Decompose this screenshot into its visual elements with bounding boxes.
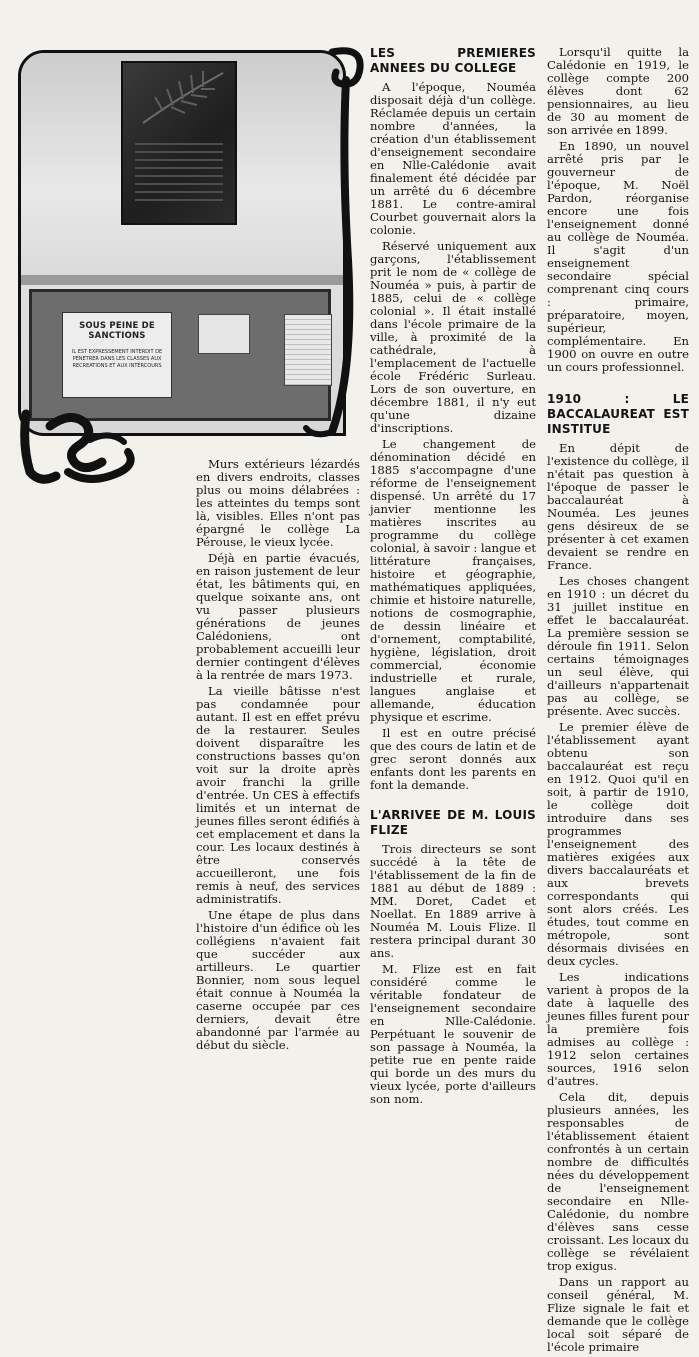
posted-notice (198, 314, 250, 354)
column2-paragraph: Le changement de dénomination décidé en 1885 s'accompagne d'une réforme de l'enseignement dispensé. Un arrêté du 17 janvier mentionne les matières inscrites au programme du collège colonial, à savoir : langue et littérature françaises, histoire et géographie, mathématiques appliquées, chimie et histoire naturelle, notions de cosmographie, de dessin linéaire et d'ornement, comptabilité, hygiène, législation, droit commercial, économie industrielle et rurale, langues anglaise et allemande, éducation physique et escrime. (370, 437, 536, 724)
column2-paragraph: M. Flize est en fait considéré comme le véritable fondateur de l'enseignement secondaire en Nlle-Calédonie. Perpétuant le souvenir de son passage à Nouméa, la petite rue en pente raide qui borde un des murs du vieux lycée, porte d'ailleurs son nom. (370, 962, 536, 1106)
column2-paragraph: Trois directeurs se sont succédé à la tête de l'établissement de la fin de 1881 au début de 1889 : MM. Doret, Cadet et Noellat. En 1889 arrive à Nouméa M. Louis Flize. Il restera principal durant 30 ans. (370, 842, 536, 960)
warning-sign-text: IL EST EXPRESSEMENT INTERDIT DE PENETRER DANS LES CLASSES AUX RECREATIONS ET AUX INTERCOURS (71, 349, 163, 369)
notice-board (29, 289, 331, 421)
article-column-3 (547, 46, 689, 1357)
section-heading: 1910 : LE BACCALAUREAT EST INSTITUE (547, 392, 689, 436)
memorial-plaque (121, 61, 237, 225)
column3-paragraph: Cela dit, depuis plusieurs années, les responsables de l'établissement étaient confrontés à un certain nombre de difficultés nées du développement de l'enseignement secondaire en Nlle-Calédonie, du nombre d'élèves sans cesse croissant. Les locaux du collège se révélaient trop exigus. (547, 1090, 689, 1273)
article-column-2 (370, 46, 536, 1109)
wall-ledge (21, 275, 343, 285)
column1-paragraph: Une étape de plus dans l'histoire d'un édifice où les collégiens n'avaient fait que succéder aux artilleurs. Le quartier Bonnier, nom sous lequel était connue à Nouméa la caserne occupée par ces derniers, devait être abandonné par l'armée au début du siècle. (196, 908, 360, 1052)
decorative-scroll (302, 40, 368, 440)
column3-paragraph: Les choses changent en 1910 : un décret du 31 juillet institue en effet le baccalauréat. La première session se déroule fin 1911. Selon certains témoignages un seul élève, qui d'ailleurs n'appartenait pas au collège, se présente. Avec succès. (547, 574, 689, 718)
article-column-1 (196, 458, 360, 1055)
column2-paragraph: Réservé uniquement aux garçons, l'établissement prit le nom de « collège de Nouméa » puis, à partir de 1885, celui de « collège colonial ». Il était installé dans l'école primaire de la ville, à proximité de la cathédrale, à l'emplacement de l'actuelle école Frédéric Surleau. Lors de son ouverture, en décembre 1881, il n'y eut qu'une dizaine d'inscriptions. (370, 239, 536, 435)
archive-photograph (12, 44, 362, 444)
warning-sign (62, 312, 172, 398)
warning-sign-title: SOUS PEINE DE SANCTIONS (79, 321, 155, 341)
column1-paragraph: La vieille bâtisse n'est pas condamnée pour autant. Il est en effet prévu de la restaurer. Seules doivent disparaître les constructions basses qu'on voit sur la droite après avoir franchi la grille d'entrée. Un CES à effectifs limités et un internat de jeunes filles seront édifiés à cet emplacement et dans la cour. Les locaux destinés à être conservés accueilleront, une fois remis à neuf, des services administratifs. (196, 684, 360, 906)
column1-paragraph: Déjà en partie évacués, en raison justement de leur état, les bâtiments qui, en quelque soixante ans, ont vu passer plusieurs générations de jeunes Calédoniens, ont probablement accueilli leur dernier contingent d'élèves à la rentrée de mars 1973. (196, 551, 360, 682)
photo-frame (18, 50, 346, 436)
column3-paragraph: En dépit de l'existence du collège, il n'était pas question à l'époque de passer le baccalauréat à Nouméa. Les jeunes gens désireux de se présenter à cet examen devaient se rendre en France. (547, 441, 689, 572)
section-heading: LES PREMIERES ANNEES DU COLLEGE (370, 46, 536, 75)
section-heading: L'ARRIVEE DE M. LOUIS FLIZE (370, 808, 536, 837)
column3-paragraph: Le premier élève de l'établissement ayant obtenu son baccalauréat est reçu en 1912. Quoi qu'il en soit, à partir de 1910, le collège doit introduire dans ses programmes l'enseignement des matières exigées aux divers baccalauréats et aux brevets correspondants qui sont alors créés. Les études, tout comme en métropole, sont désormais divisées en deux cycles. (547, 720, 689, 968)
palm-branch-icon (123, 63, 231, 133)
decorative-monogram (20, 406, 140, 486)
plaque-inscription (135, 143, 223, 203)
column1-paragraph: Murs extérieurs lézardés en divers endroits, classes plus ou moins délabrées : les atteintes du temps sont là, visibles. Elles n'ont pas épargné le collège La Pérouse, le vieux lycée. (196, 457, 360, 549)
column3-paragraph: Dans un rapport au conseil général, M. Flize signale le fait et demande que le collège local soit séparé de l'école primaire (547, 1275, 689, 1354)
column3-paragraph: Lorsqu'il quitte la Calédonie en 1919, le collège compte 200 élèves dont 62 pensionnaires, au lieu de 30 au moment de son arrivée en 1899. (547, 45, 689, 137)
column2-paragraph: A l'époque, Nouméa disposait déjà d'un collège. Réclamée depuis un certain nombre d'années, la création d'un établissement d'enseignement secondaire en Nlle-Calédonie avait finalement été décidée par un arrêté du 6 décembre 1881. Le contre-amiral Courbet gouvernait alors la colonie. (370, 80, 536, 237)
column3-paragraph: Les indications varient à propos de la date à laquelle des jeunes filles furent pour la première fois admises au collège : 1912 selon certaines sources, 1916 selon d'autres. (547, 970, 689, 1088)
column2-paragraph: Il est en outre précisé que des cours de latin et de grec seront donnés aux enfants dont les parents en font la demande. (370, 726, 536, 792)
column3-paragraph: En 1890, un nouvel arrêté pris par le gouverneur de l'époque, M. Noël Pardon, réorganise encore une fois l'enseignement donné au collège de Nouméa. Il s'agit d'un enseignement secondaire spécial comprenant cinq cours : primaire, préparatoire, moyen, supérieur, complémentaire. En 1900 on ouvre en outre un cours professionnel. (547, 139, 689, 374)
